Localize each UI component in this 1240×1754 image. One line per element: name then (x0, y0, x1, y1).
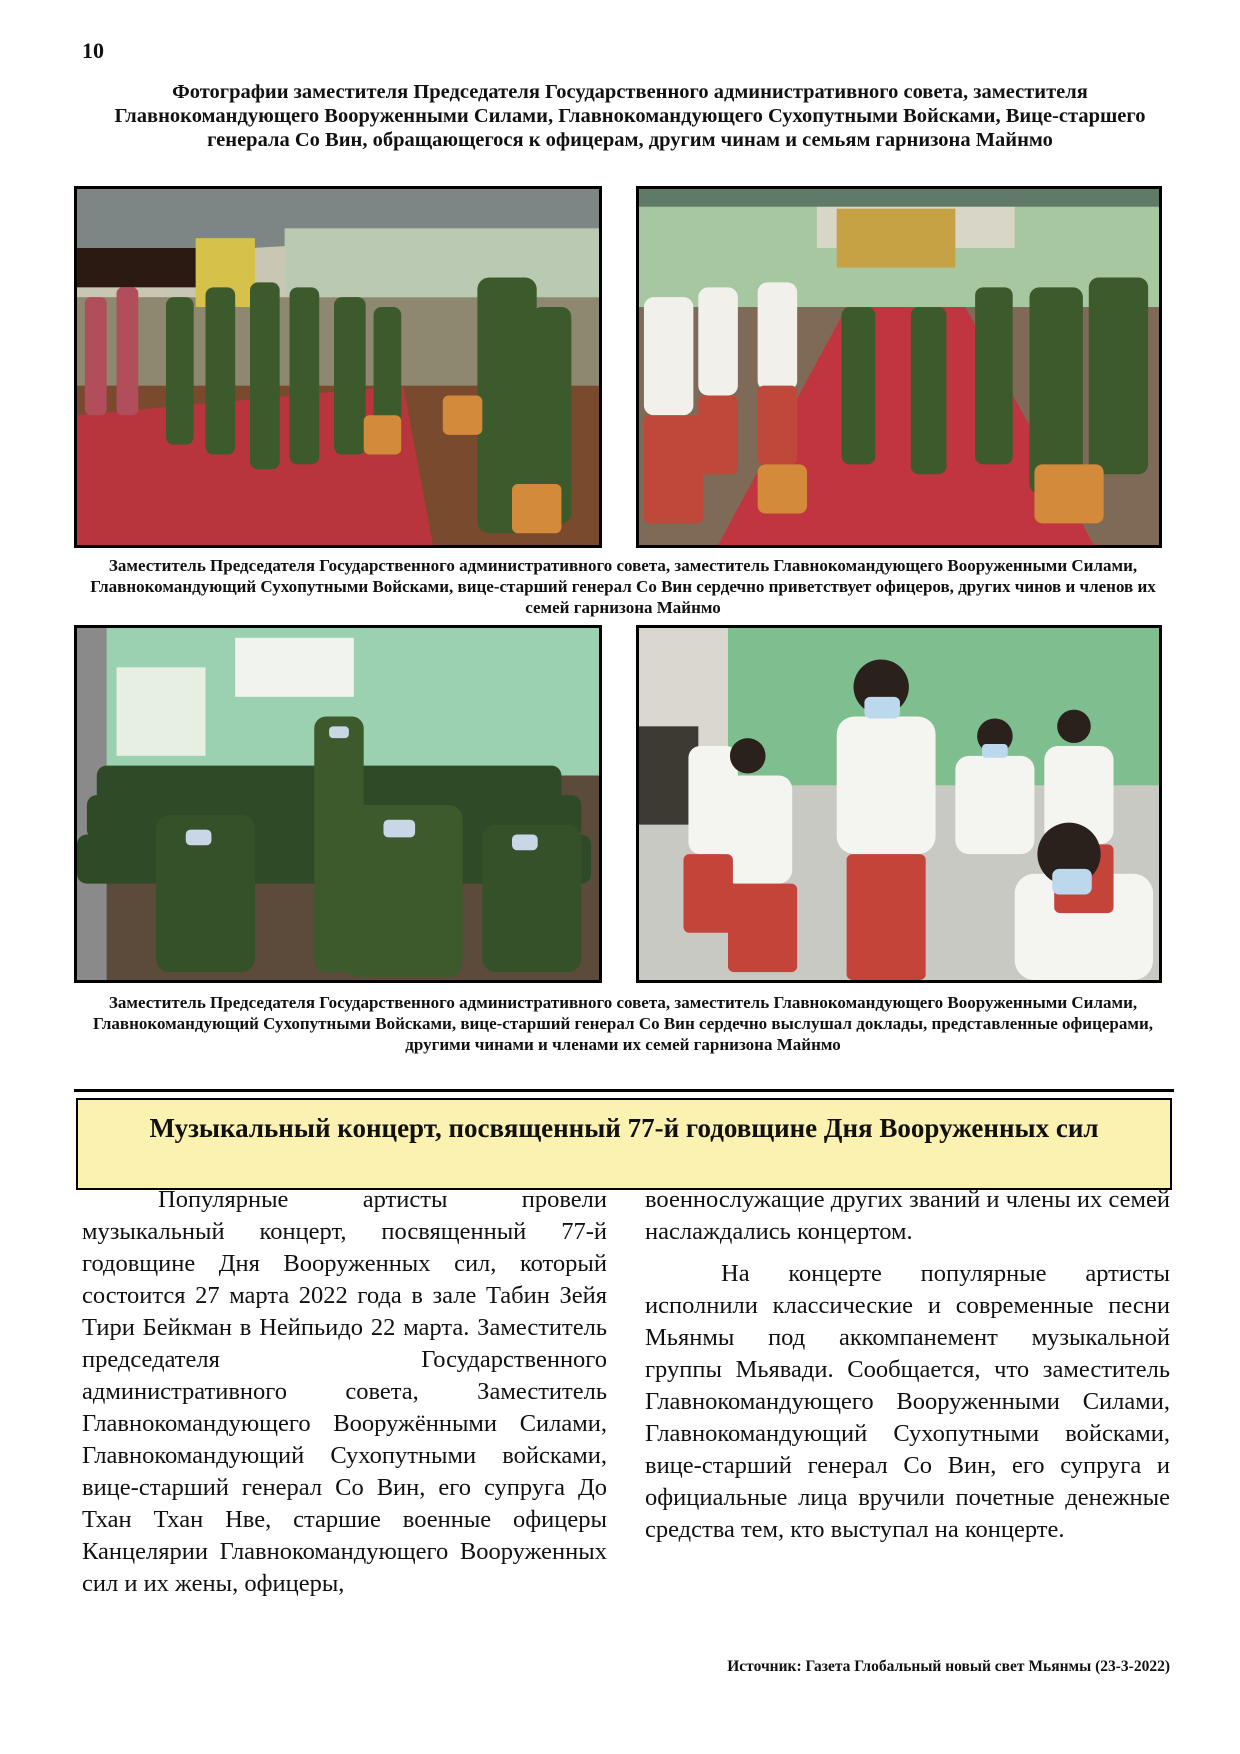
page-title: Фотографии заместителя Председателя Государственного административного совета, заместителя Главнокомандующего Вооруженными Силами, Главнокомандующего Сухопутными Войсками, Вице-старшего генерала Со Вин, обращающегося к офицерам, другим чинам и семьям гарнизона Майнмо (114, 81, 1146, 151)
article-paragraph: военнослужащие других званий и члены их семей наслаждались концертом. (645, 1186, 1170, 1245)
photo-seated-soldiers (74, 625, 602, 983)
article-column-right (645, 1184, 1170, 1546)
photo-hall-aisle (636, 186, 1162, 548)
page-number: 10 (82, 38, 104, 63)
photo-officers-greeting (74, 186, 602, 548)
article-column-left (82, 1184, 607, 1600)
article-title: Музыкальный концерт, посвященный 77-й годовщине Дня Вооруженных сил (76, 1098, 1172, 1190)
source-credit: Источник: Газета Глобальный новый свет Мьянмы (23-3-2022) (727, 1658, 1170, 1675)
article-paragraph: На концерте популярные артисты исполнили классические и современные песни Мьянмы под аккомпанемент музыкальной группы Мьявади. Сообщается, что заместитель Главнокомандующего Вооруженными Силами, Главнокомандующий Сухопутными войсками, вице-старший генерал Со Вин, его супруга и официальные лица вручили почетные денежные средства тем, кто выступал на концерте. (645, 1260, 1170, 1543)
caption-bottom: Заместитель Председателя Государственного административного совета, заместитель Главнокомандующего Вооруженными Силами, Главнокомандующий Сухопутными Войсками, вице-старший генерал Со Вин сердечно выслушал доклады, представленные офицерами, другими чинами и членами их семей гарнизона Майнмо (92, 993, 1153, 1054)
section-divider (74, 1089, 1174, 1092)
photo-woman-speaking (636, 625, 1162, 983)
article-paragraph: Популярные артисты провели музыкальный концерт, посвященный 77-й годовщине Дня Вооруженных сил, который состоится 27 марта 2022 года в зале Табин Зейя Тири Бейкман в Нейпьидо 22 марта. Заместитель председателя Государственного административного совета, Заместитель Главнокомандующего Вооружёнными Силами, Главнокомандующий Сухопутными войсками, вице-старший генерал Со Вин, его супруга До Тхан Тхан Нве, старшие военные офицеры Канцелярии Главнокомандующего Вооруженных сил и их жены, офицеры, (82, 1186, 607, 1597)
caption-top: Заместитель Председателя Государственного административного совета, заместитель Главнокомандующего Вооруженными Силами, Главнокомандующий Сухопутными Войсками, вице-старший генерал Со Вин сердечно приветствует офицеров, других чинов и членов их семей гарнизона Майнмо (90, 556, 1156, 617)
